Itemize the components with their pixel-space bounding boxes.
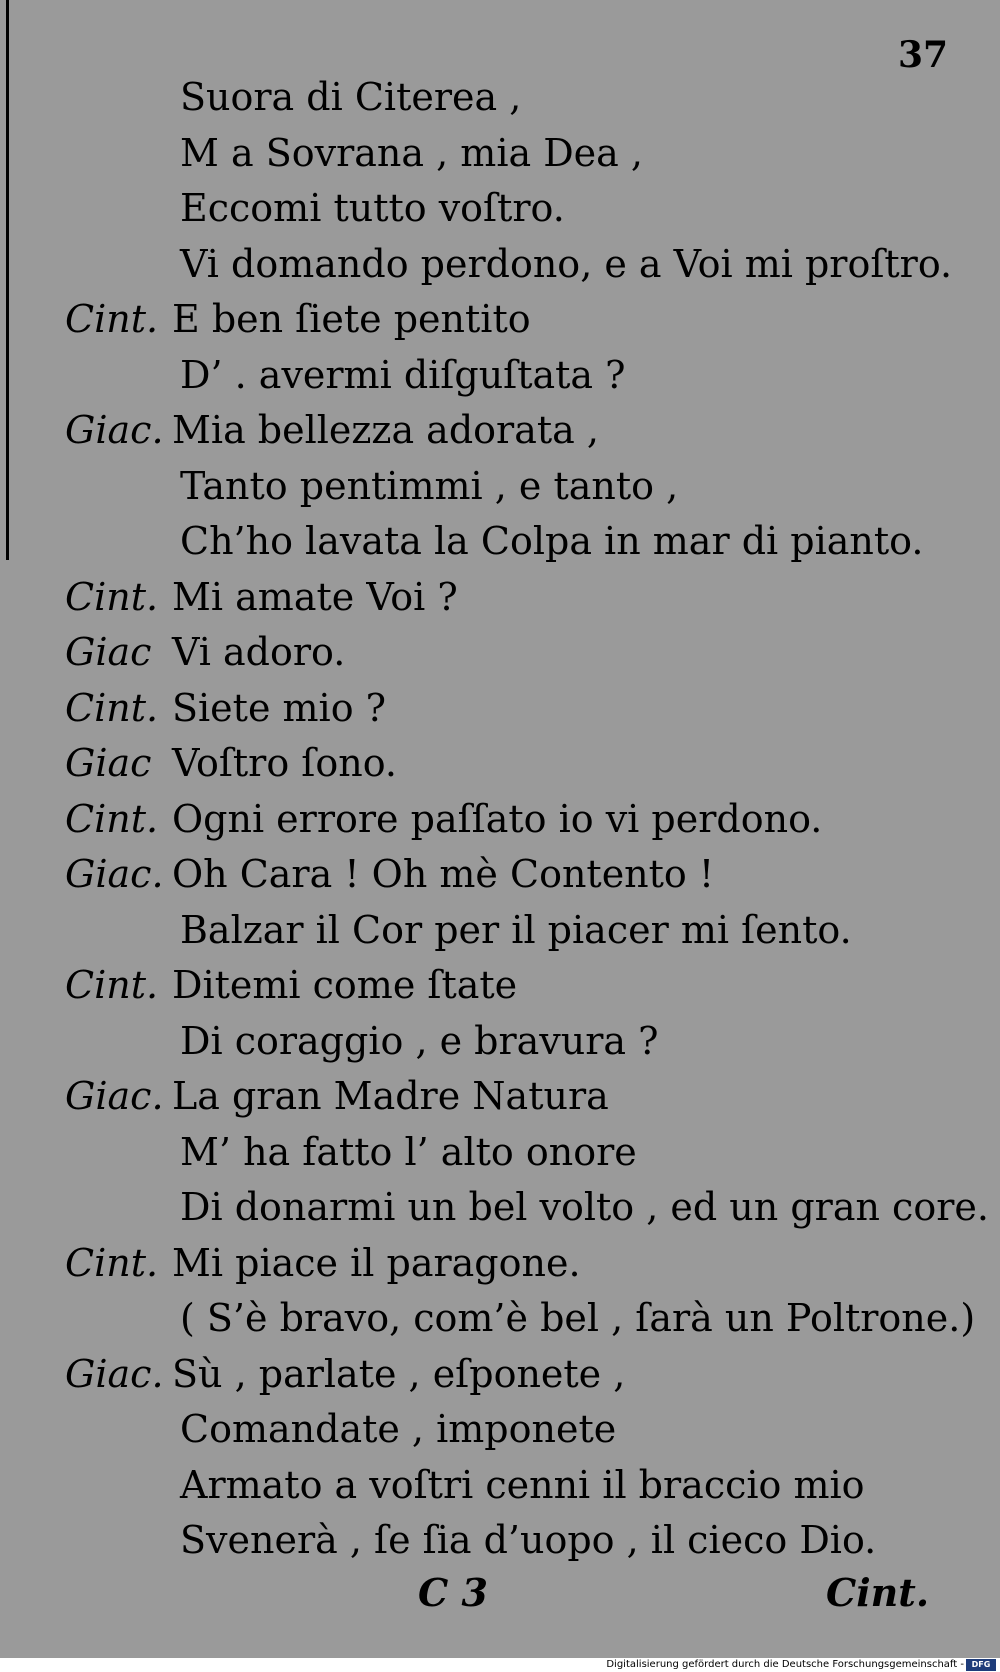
verse-line <box>0 736 1000 792</box>
line-text: Ogni errore paſſato io vi perdono. <box>172 796 823 841</box>
verse-line <box>0 1236 1000 1292</box>
verse-line <box>0 459 1000 515</box>
line-text: Svenerà , ſe ſia d’uopo , il cieco Dio. <box>180 1518 877 1562</box>
speaker-label: Cint. <box>65 1240 159 1285</box>
verse-line <box>0 514 1000 570</box>
line-text: ( S’è bravo, com’è bel , ſarà un Poltrone.) <box>180 1296 976 1340</box>
line-text: Ch’ho lavata la Colpa in mar di pianto. <box>180 519 924 563</box>
verse-line <box>0 70 1000 126</box>
line-text: E ben ſiete pentito <box>172 297 531 341</box>
verse-line <box>0 1513 1000 1569</box>
speaker-label: Cint. <box>65 297 159 341</box>
verse-line <box>0 181 1000 237</box>
line-text: M a Sovrana , mia Dea , <box>180 130 643 175</box>
verse-line <box>0 1458 1000 1514</box>
line-text: Sù , parlate , eſponete , <box>172 1351 626 1396</box>
line-text: Di coraggio , e bravura ? <box>180 1018 659 1063</box>
verse-line <box>0 903 1000 959</box>
verse-line <box>0 237 1000 293</box>
verse-line <box>0 292 1000 348</box>
speaker-label: Cint. <box>65 685 159 730</box>
verse-line <box>0 1402 1000 1458</box>
verse-text <box>0 70 1000 1569</box>
line-text: D’ . avermi diſguſtata ? <box>180 352 626 397</box>
verse-line <box>0 1180 1000 1236</box>
verse-line <box>0 1125 1000 1181</box>
line-text: Balzar il Cor per il piacer mi ſento. <box>180 907 852 952</box>
line-text: Mia bellezza adorata , <box>172 408 599 452</box>
line-text: Mi amate Voi ? <box>172 574 458 619</box>
verse-line <box>0 348 1000 404</box>
line-text: M’ ha fatto l’ alto onore <box>180 1129 637 1174</box>
verse-line <box>0 403 1000 459</box>
line-text: Voſtro ſono. <box>172 741 397 785</box>
verse-line <box>0 1014 1000 1070</box>
line-text: Comandate , imponete <box>180 1407 617 1451</box>
speaker-label: Giac. <box>65 1351 164 1396</box>
line-text: Ditemi come ſtate <box>172 963 518 1007</box>
verse-line <box>0 1347 1000 1403</box>
line-text: Oh Cara ! Oh mè Contento ! <box>172 852 715 896</box>
line-text: Eccomi tutto voſtro. <box>180 186 565 230</box>
line-text: Siete mio ? <box>172 685 387 730</box>
verse-line <box>0 570 1000 626</box>
speaker-label: Giac. <box>65 1074 164 1118</box>
speaker-label: Cint. <box>65 796 159 841</box>
verse-line <box>0 625 1000 681</box>
line-text: Di donarmi un bel volto , ed un gran core. <box>180 1185 989 1229</box>
credit-text: Digitalisierung gefördert durch die Deutsche Forschungsgemeinschaft - <box>606 1659 964 1670</box>
verse-line <box>0 792 1000 848</box>
speaker-label: Giac <box>65 630 152 674</box>
speaker-label: Cint. <box>65 963 159 1007</box>
signature-mark: C 3 <box>418 1570 488 1615</box>
verse-line <box>0 1069 1000 1125</box>
line-text: Armato a voſtri cenni il braccio mio <box>180 1462 865 1507</box>
line-text: Vi domando perdono, e a Voi mi proſtro. <box>180 241 953 286</box>
line-text: Mi piace il paragone. <box>172 1240 581 1285</box>
line-text: Vi adoro. <box>172 630 346 674</box>
page-footer <box>0 1570 1000 1630</box>
speaker-label: Cint. <box>65 574 159 619</box>
catchword: Cint. <box>826 1570 930 1615</box>
dfg-logo: DFG <box>966 1659 996 1671</box>
verse-line <box>0 126 1000 182</box>
line-text: Suora di Citerea , <box>180 75 522 119</box>
verse-line <box>0 681 1000 737</box>
verse-line <box>0 958 1000 1014</box>
line-text: Tanto pentimmi , e tanto , <box>180 463 679 508</box>
credit-bar <box>0 1658 1000 1672</box>
verse-line <box>0 1291 1000 1347</box>
line-text: La gran Madre Natura <box>172 1074 609 1118</box>
page-number: 37 <box>898 34 949 76</box>
verse-line <box>0 847 1000 903</box>
speaker-label: Giac. <box>65 408 164 452</box>
speaker-label: Giac. <box>65 852 164 896</box>
speaker-label: Giac <box>65 741 152 785</box>
